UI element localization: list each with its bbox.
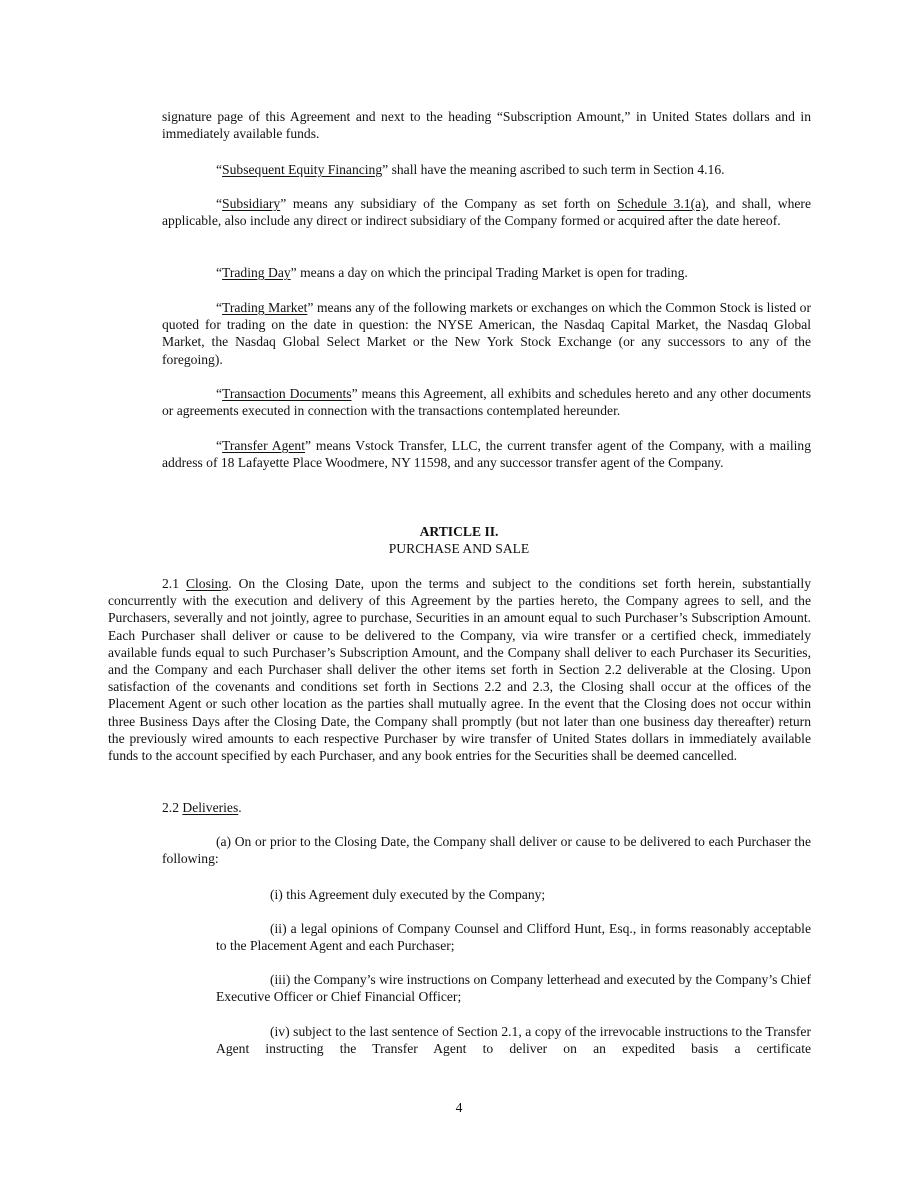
page-number: 4 (455, 1100, 463, 1115)
definition-transfer-agent: “Transfer Agent” means Vstock Transfer, LLC, the current transfer agent of the Company, with a mailing address of 18 Lafayette Place Woodmere, NY 11598, and any successor transfer agent of the Company. (162, 438, 811, 471)
defined-term: Trading Day (222, 265, 291, 280)
section-text: . On the Closing Date, upon the terms and subject to the conditions set forth herein, substantially concurrently with the execution and delivery of this Agreement by the parties hereto, the Company agrees to sell, and the Purchasers, severally and not jointly, agree to purchase, Securities in an amount equal to such Purchaser’s Subscription Amount. Each Purchaser shall deliver or cause to be delivered to the Company, via wire transfer or a certified check, immediately available funds equal to such Purchaser’s Subscription Amount, and the Company shall deliver to each Purchaser its Securities, and the Company and each Purchaser shall deliver the other items set forth in Section 2.2 deliverable at the Closing. Upon satisfaction of the covenants and conditions set forth in Sections 2.2 and 2.3, the Closing shall occur at the offices of the Placement Agent or such other location as the parties shall mutually agree. In the event that the Closing does not occur within three Business Days after the Closing Date, the Company shall promptly (but not later than one business day thereafter) return the previously wired amounts to each respective Purchaser by wire transfer of United States dollars in immediately available funds to the account specified by each Purchaser, and any book entries for the Securities shall be deemed cancelled. (108, 576, 811, 764)
defined-term: Subsequent Equity Financing (222, 162, 383, 177)
article-title: PURCHASE AND SALE (388, 541, 530, 556)
paragraph-text: signature page of this Agreement and next to the heading “Subscription Amount,” in United States dollars and in immediately available funds. (162, 109, 811, 142)
section-heading: Deliveries (182, 800, 239, 815)
definition-subsidiary: “Subsidiary” means any subsidiary of the Company as set forth on Schedule 3.1(a), and shall, where applicable, also include any direct or indirect subsidiary of the Company formed or acquired after the date hereof. (162, 196, 811, 229)
section-heading: Closing (185, 576, 229, 591)
section-2-1-closing (108, 575, 811, 764)
definition-trading-day: “Trading Day” means a day on which the principal Trading Market is open for trading. (216, 265, 688, 280)
defined-term: Subsidiary (222, 196, 281, 211)
defined-term: Trading Market (222, 300, 308, 315)
schedule-reference: Schedule 3.1(a) (617, 196, 706, 211)
article-number: ARTICLE II. (419, 524, 499, 539)
section-number: 2.2 (162, 800, 183, 815)
subsection-text: (a) On or prior to the Closing Date, the Company shall deliver or cause to be delivered to each Purchaser the following: (162, 834, 811, 867)
defined-term: Transfer Agent (222, 438, 305, 453)
section-number: 2.1 (162, 576, 186, 591)
paragraph-subscription-amount-continuation (162, 108, 811, 142)
subsection-a (162, 833, 811, 867)
delivery-item: (iii) the Company’s wire instructions on Company letterhead and executed by the Company’s Chief Executive Officer or Chief Financial Officer; (216, 972, 811, 1005)
delivery-item: (i) this Agreement duly executed by the Company; (270, 887, 546, 902)
definition-subsequent-equity-financing: “Subsequent Equity Financing” shall have the meaning ascribed to such term in Section 4.16. (216, 162, 725, 177)
defined-term: Transaction Documents (222, 386, 352, 401)
delivery-item: (iv) subject to the last sentence of Section 2.1, a copy of the irrevocable instructions to the Transfer Agent instructing the Transfer Agent to deliver on an expedited basis a certificate (216, 1024, 811, 1057)
delivery-item: (ii) a legal opinions of Company Counsel and Clifford Hunt, Esq., in forms reasonably acceptable to the Placement Agent and each Purchaser; (216, 921, 811, 954)
definition-transaction-documents: “Transaction Documents” means this Agreement, all exhibits and schedules hereto and any other documents or agreements executed in connection with the transactions contemplated hereunder. (162, 386, 811, 419)
definition-trading-market: “Trading Market” means any of the following markets or exchanges on which the Common Stock is listed or quoted for trading on the date in question: the NYSE American, the Nasdaq Capital Market, the Nasdaq Global Market, the Nasdaq Global Select Market or the New York Stock Exchange (or any successors to any of the foregoing). (162, 300, 811, 367)
section-2-2-deliveries: 2.2 Deliveries. (162, 800, 242, 815)
